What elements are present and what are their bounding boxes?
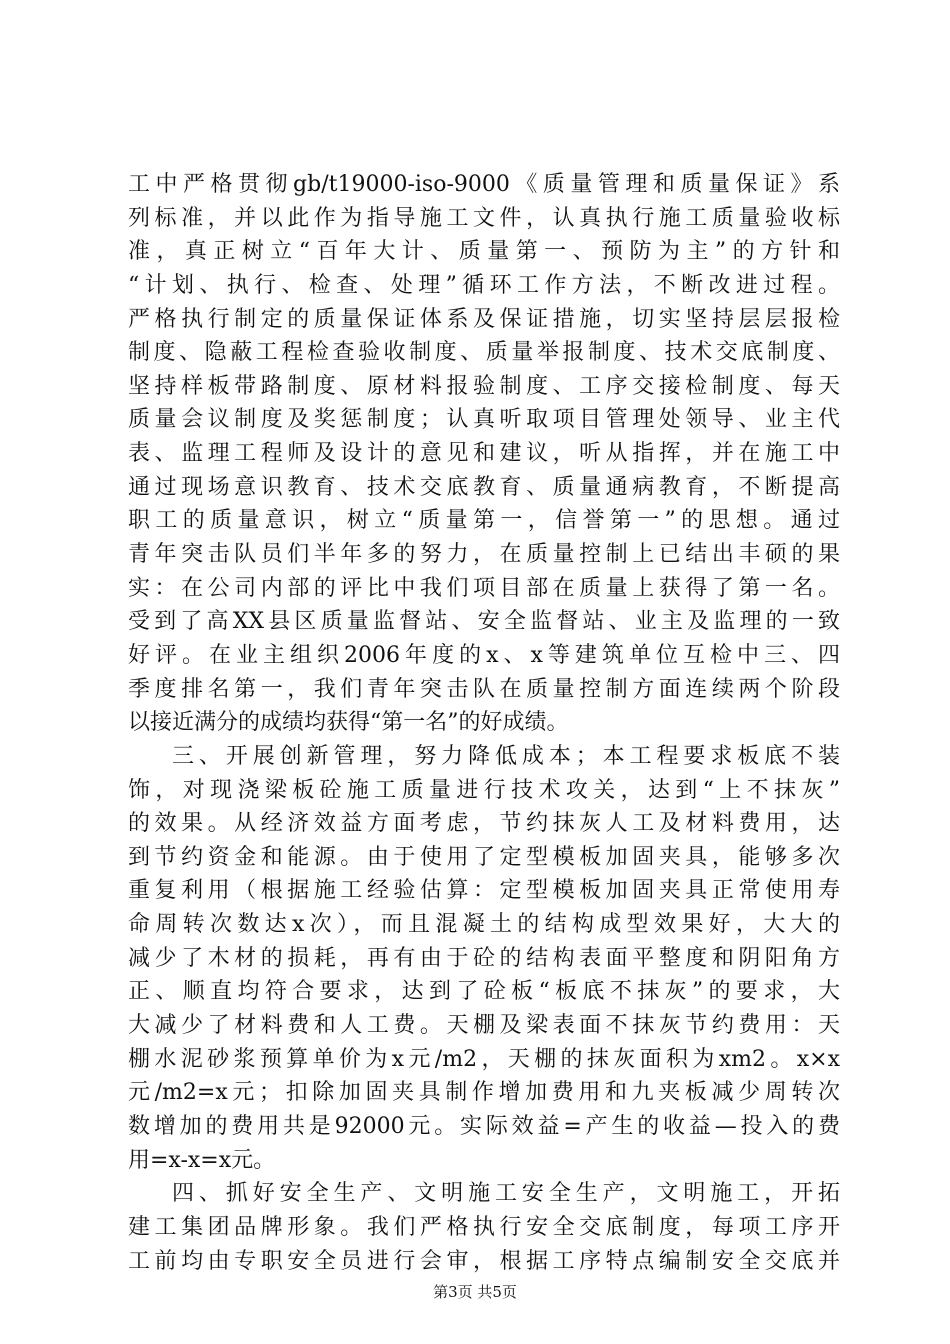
text-line: 职工的质量意识，树立“质量第一，信誉第一”的思想。通过 (128, 508, 840, 534)
text-line: 重复利用（根据施工经验估算：定型模板加固夹具正常使用寿 (128, 878, 840, 904)
text-line: 严格执行制定的质量保证体系及保证措施，切实坚持层层报检 (128, 306, 840, 332)
text-line: 好评。在业主组织2006年度的x、x等建筑单位互检中三、四 (128, 642, 840, 668)
text-line: 以接近满分的成绩均获得“第一名”的好成绩。 (128, 710, 569, 736)
text-line: 命周转次数达x次），而且混凝土的结构成型效果好，大大的 (128, 912, 840, 938)
text-line: 三、开展创新管理，努力降低成本；本工程要求板底不装 (172, 743, 840, 769)
text-line: 用=x-x=x元。 (128, 1147, 276, 1173)
text-line: 制度、隐蔽工程检查验收制度、质量举报制度、技术交底制度、 (128, 340, 840, 366)
text-line: 四、抓好安全生产、文明施工安全生产，文明施工，开拓 (172, 1181, 840, 1207)
text-line: 质量会议制度及奖惩制度；认真听取项目管理处领导、业主代 (128, 407, 840, 433)
page-number-footer: 第3页 共5页 (433, 1283, 517, 1301)
text-line: 减少了木材的损耗，再有由于砼的结构表面平整度和阴阳角方 (128, 945, 840, 971)
text-line: 到节约资金和能源。由于使用了定型模板加固夹具，能够多次 (128, 844, 840, 870)
text-line: 大减少了材料费和人工费。天棚及梁表面不抹灰节约费用：天 (128, 1013, 840, 1039)
text-line: 实：在公司内部的评比中我们项目部在质量上获得了第一名。 (128, 575, 840, 601)
text-line: 准，真正树立“百年大计、质量第一、预防为主”的方针和 (128, 239, 840, 265)
text-line: 青年突击队员们半年多的努力，在质量控制上已结出丰硕的果 (128, 542, 840, 568)
text-line: 表、监理工程师及设计的意见和建议，听从指挥，并在施工中 (128, 441, 840, 467)
text-line: 工前均由专职安全员进行会审，根据工序特点编制安全交底并 (128, 1248, 840, 1274)
text-line: “计划、执行、检查、处理”循环工作方法，不断改进过程。 (128, 272, 840, 298)
text-line: 饰，对现浇梁板砼施工质量进行技术攻关，达到“上不抹灰” (128, 777, 840, 803)
text-line: 棚水泥砂浆预算单价为x元/m2，天棚的抹灰面积为xm2。x×x (128, 1046, 840, 1072)
text-line: 通过现场意识教育、技术交底教育、质量通病教育，不断提高 (128, 474, 840, 500)
text-line: 的效果。从经济效益方面考虑，节约抹灰人工及材料费用，达 (128, 811, 840, 837)
body-text (128, 168, 840, 1278)
text-line: 数增加的费用共是92000元。实际效益=产生的收益—投入的费 (128, 1113, 840, 1139)
text-line: 受到了高XX县区质量监督站、安全监督站、业主及监理的一致 (128, 609, 840, 635)
text-line: 建工集团品牌形象。我们严格执行安全交底制度，每项工序开 (128, 1214, 840, 1240)
text-line: 坚持样板带路制度、原材料报验制度、工序交接检制度、每天 (128, 373, 840, 399)
text-line: 季度排名第一，我们青年突击队在质量控制方面连续两个阶段 (128, 676, 840, 702)
text-line: 正、顺直均符合要求，达到了砼板“板底不抹灰”的要求，大 (128, 979, 840, 1005)
text-line: 元/m2=x元；扣除加固夹具制作增加费用和九夹板减少周转次 (128, 1080, 840, 1106)
text-line: 列标准，并以此作为指导施工文件，认真执行施工质量验收标 (128, 205, 840, 231)
text-line: 工中严格贯彻gb/t19000-iso-9000《质量管理和质量保证》系 (128, 172, 840, 197)
